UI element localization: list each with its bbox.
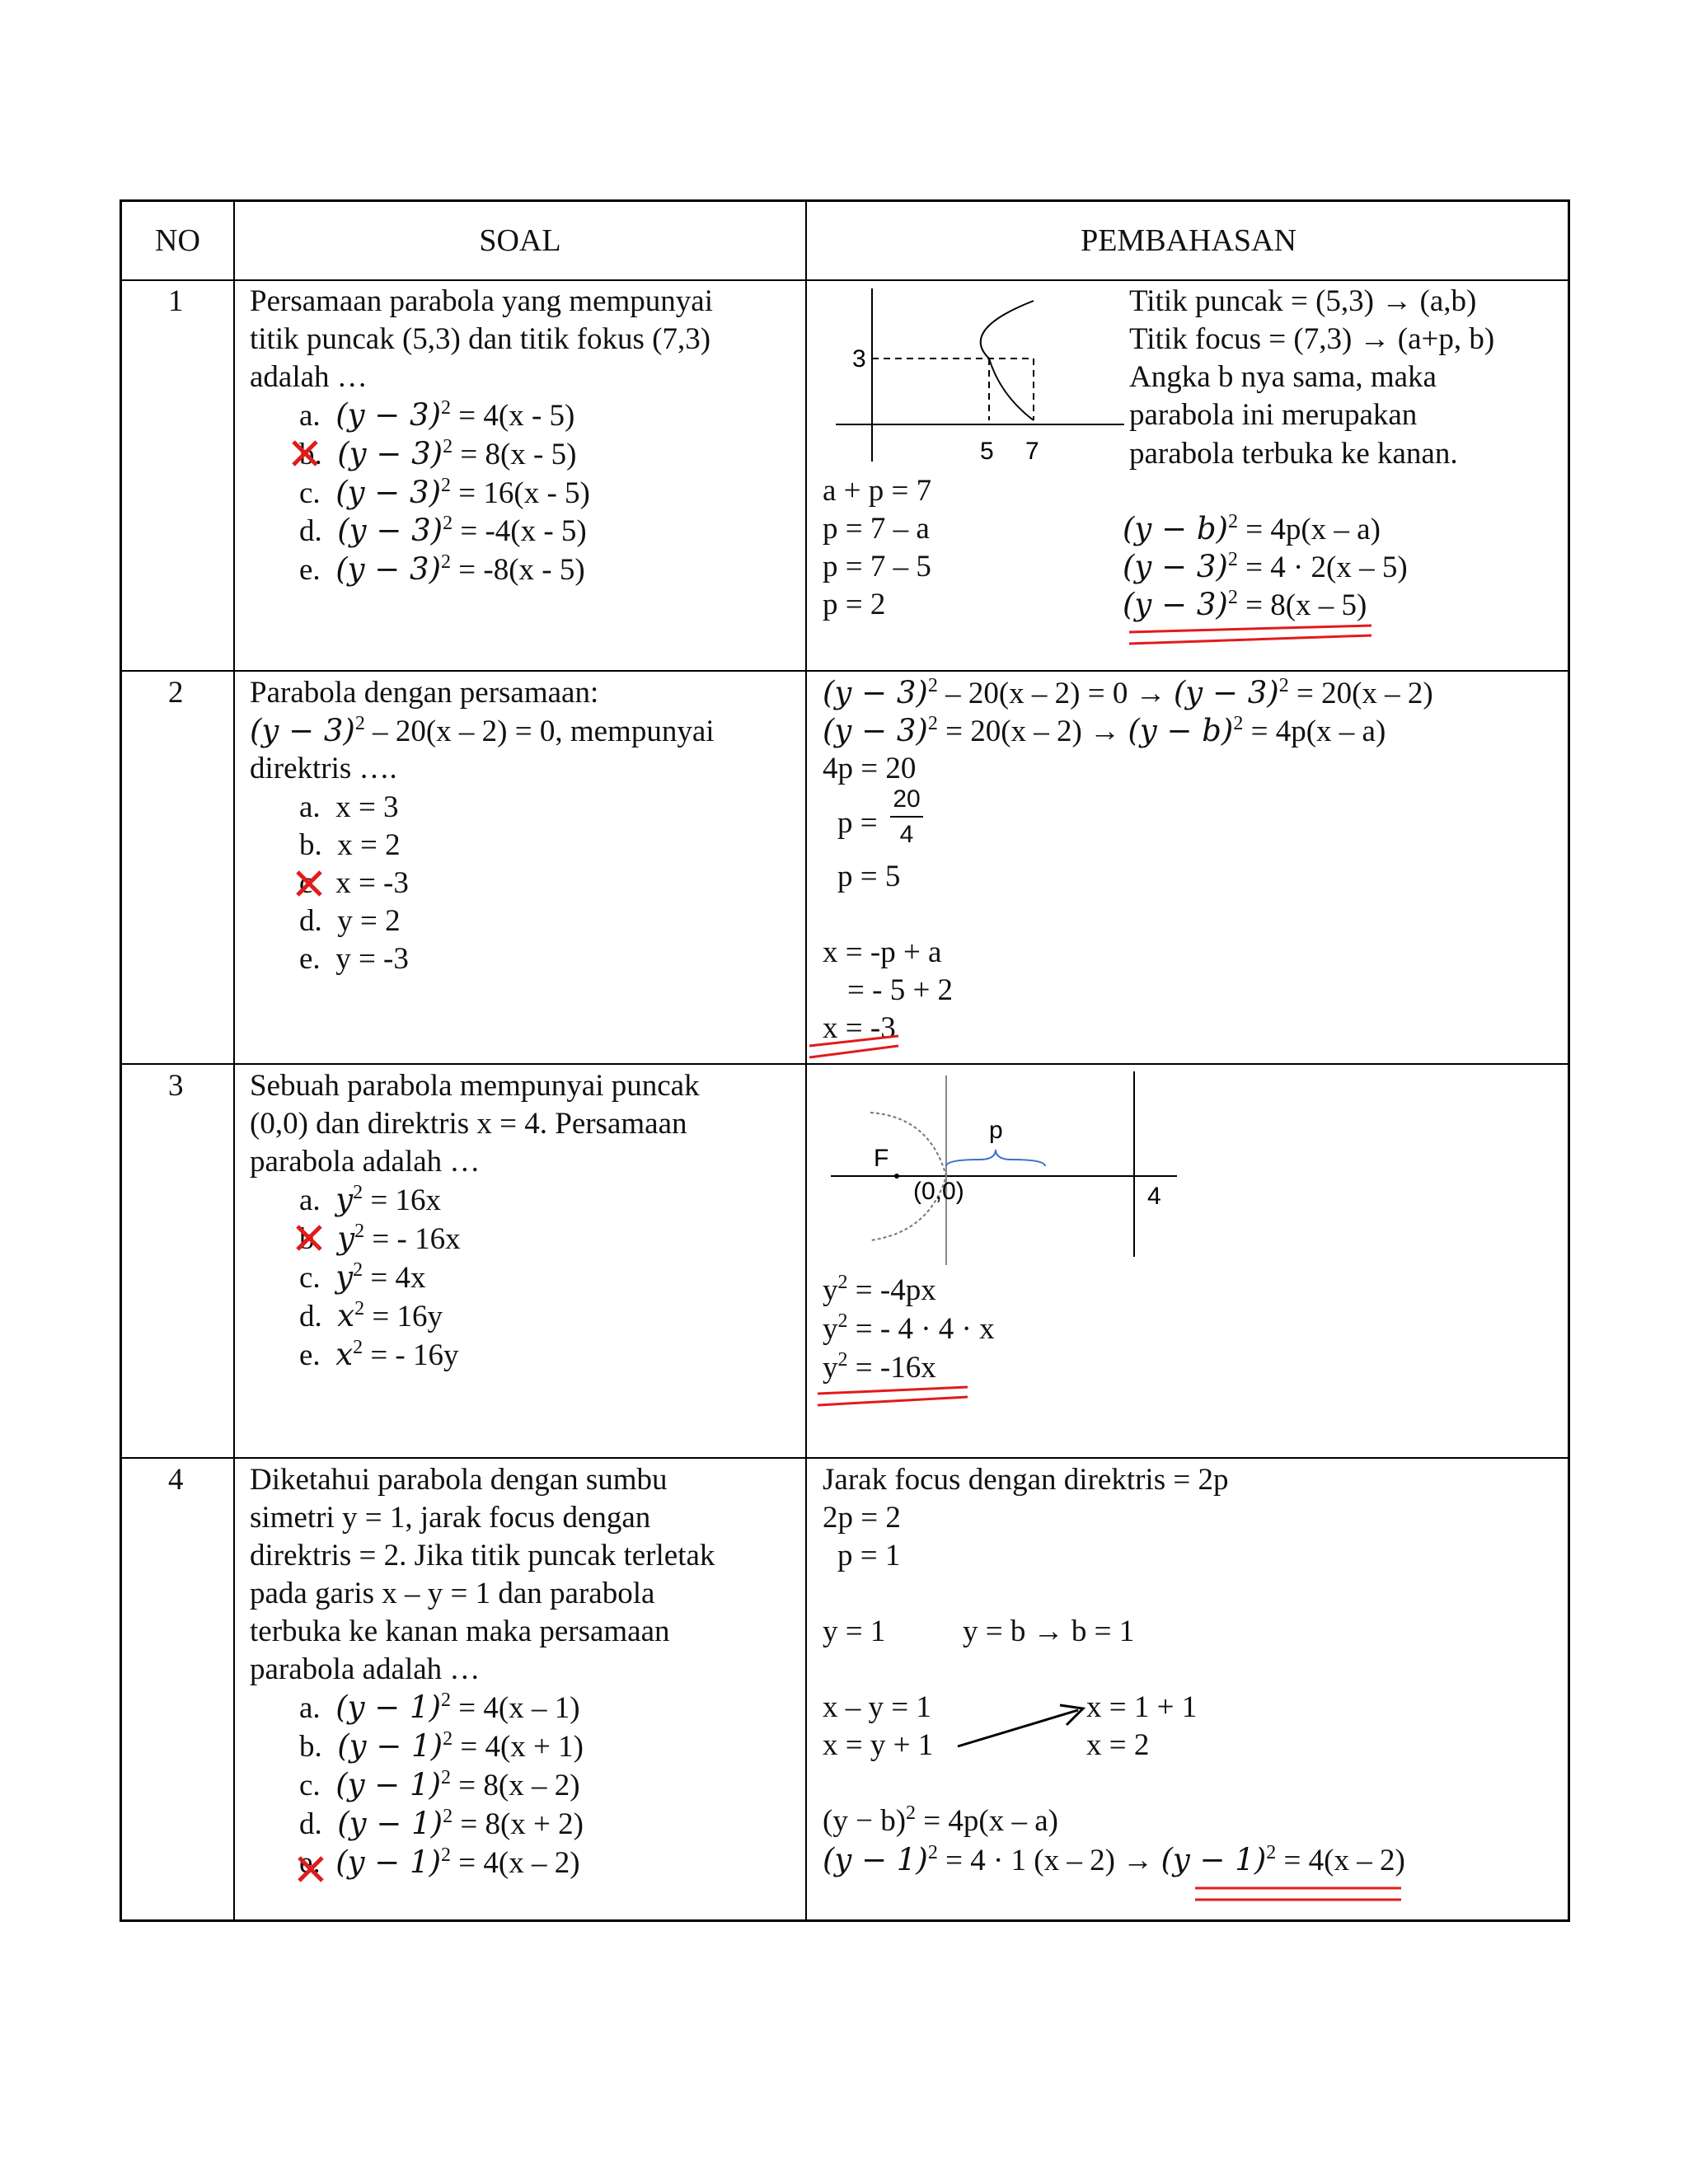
- final-answer: $(y - 3)^2 = 8(x - 5)$: [1123, 587, 1367, 622]
- graph-x-label: 5: [980, 438, 994, 465]
- question-line: simetri y = 1, jarak focus dengan: [250, 1501, 651, 1535]
- question-line: parabola adalah …: [250, 1145, 481, 1179]
- step-line: x = 1 + 1: [1086, 1690, 1198, 1724]
- note-line: Titik puncak = (5,3) → (a,b): [1129, 284, 1477, 318]
- option-b: b. $y^2$ = - 16x: [299, 1221, 461, 1256]
- step-line: 2p = 2: [823, 1501, 901, 1535]
- answer-underline: [814, 1382, 979, 1412]
- question-line: Sebuah parabola mempunyai puncak: [250, 1069, 700, 1103]
- step-line: $(y - 3)^2 = 4 \cdot 2(x - 5)$: [1123, 549, 1408, 584]
- step-line: x – y = 1: [823, 1690, 931, 1724]
- option-a: a. $(y - 3)^2 = 4(x - 5)$: [299, 397, 575, 433]
- question-line: direktris ….: [250, 752, 397, 785]
- fraction: [890, 787, 923, 847]
- note-line: parabola ini merupakan: [1129, 398, 1418, 432]
- final-answer: $y^2 = -16x$: [823, 1349, 936, 1385]
- step-line: x = y + 1: [823, 1728, 934, 1762]
- option-d: d. $x^2 = 16y$: [299, 1298, 443, 1333]
- step-line: p = 1: [837, 1539, 901, 1572]
- question-line: $(y - 3)^2 - 20(x - 2) = 0$, mempunyai: [250, 713, 715, 748]
- step-line: p = 7 – a: [823, 512, 930, 546]
- question-line: Persamaan parabola yang mempunyai: [250, 284, 713, 318]
- answer-cross-icon: [295, 869, 323, 898]
- option-b: b. $(y - 1)^2 = 4(x + 1)$: [299, 1728, 584, 1764]
- step-line: 4p = 20: [823, 752, 917, 785]
- column-divider: [233, 202, 235, 1919]
- step-line: = - 5 + 2: [847, 973, 954, 1007]
- step-line: $(y - 1)^2 = 4 \cdot 1$ $(x - 2) \to (y - 1)^2 = 4(x - 2)$: [823, 1842, 1405, 1877]
- fraction-bar: [890, 816, 923, 818]
- option-b: b. x = 2: [299, 828, 401, 862]
- step-line: p = 7 – 5: [823, 550, 931, 583]
- question-line: direktris = 2. Jika titik puncak terletak: [250, 1539, 715, 1572]
- option-c: c. $y^2 = 4x$: [299, 1259, 426, 1295]
- note-line: Angka b nya sama, maka: [1129, 360, 1437, 394]
- option-c: c. $(y - 3)^2 = 16(x - 5)$: [299, 475, 590, 510]
- step-line: p = 5: [837, 860, 901, 893]
- step-line: $(y - b)^2 = 4p(x - a)$: [1123, 511, 1381, 546]
- answer-cross-icon: [295, 1224, 323, 1252]
- step-line: p = 2: [823, 588, 886, 621]
- option-a: a. x = 3: [299, 790, 399, 824]
- graph-p-label: p: [989, 1117, 1003, 1144]
- fraction-numerator: 20: [893, 785, 921, 813]
- question-line: parabola adalah …: [250, 1652, 481, 1686]
- step-line: x = -p + a: [823, 935, 942, 969]
- option-a: a. $(y - 1)^2 = 4(x - 1)$: [299, 1690, 580, 1725]
- question-line: (0,0) dan direktris x = 4. Persamaan: [250, 1107, 687, 1141]
- graph-directrix-label: 4: [1147, 1183, 1161, 1210]
- step-line: y = b → b = 1: [963, 1615, 1135, 1648]
- row-divider: [122, 279, 1568, 281]
- question-line: adalah …: [250, 360, 368, 394]
- fraction-denominator: 4: [899, 821, 914, 848]
- step-line: x = 2: [1086, 1728, 1150, 1762]
- question-line: Parabola dengan persamaan:: [250, 676, 599, 710]
- graph-origin-label: (0,0): [913, 1178, 964, 1205]
- step-line: $(y - b)^2 = 4p(x - a)$: [823, 1802, 1058, 1838]
- question-line: titik puncak (5,3) dan titik fokus (7,3): [250, 322, 711, 356]
- arrow-icon: [954, 1702, 1095, 1751]
- graph-focus-label: F: [874, 1145, 889, 1172]
- step-line: p =: [837, 806, 878, 840]
- row-divider: [122, 670, 1568, 672]
- row-number: 4: [168, 1463, 184, 1497]
- step-line: $y^2 = -4px$: [823, 1272, 936, 1307]
- answer-underline: [806, 1031, 905, 1064]
- option-d: d. y = 2: [299, 904, 401, 938]
- row-number: 3: [168, 1069, 184, 1103]
- option-d: d. $(y - 1)^2 = 8(x + 2)$: [299, 1806, 584, 1841]
- option-d: d. $(y - 3)^2 = -4(x - 5)$: [299, 513, 587, 548]
- step-line: y = 1: [823, 1615, 886, 1648]
- graph-x-label: 7: [1025, 438, 1039, 465]
- row-divider: [122, 1457, 1568, 1459]
- parabola-graph: [831, 1067, 1210, 1265]
- answer-underline: [1193, 1883, 1408, 1908]
- option-b: b. $(y - 3)^2 = 8(x - 5)$: [299, 436, 577, 471]
- answer-underline: [1128, 622, 1375, 647]
- question-line: pada garis x – y = 1 dan parabola: [250, 1577, 655, 1610]
- row-number: 1: [168, 284, 184, 318]
- option-e: e. $x^2$ = - 16y: [299, 1337, 459, 1372]
- answer-table: [120, 199, 1570, 1922]
- answer-cross-icon: [297, 1855, 325, 1883]
- option-a: a. $y^2 = 16x$: [299, 1182, 441, 1217]
- step-line: Jarak focus dengan direktris = 2p: [823, 1463, 1229, 1497]
- note-line: Titik focus = (7,3) → (a+p, b): [1129, 322, 1495, 356]
- step-line: $y^2$ = - 4 · 4 · x: [823, 1310, 995, 1346]
- option-c: c. $(y - 1)^2 = 8(x - 2)$: [299, 1767, 580, 1802]
- header-pembahasan: PEMBAHASAN: [1081, 223, 1296, 258]
- step-line: $(y - 3)^2 = 20(x - 2) \to (y - b)^2 = 4p(x - a)$: [823, 713, 1386, 748]
- final-answer: x = -3: [823, 1011, 896, 1045]
- option-e: e. $(y - 1)^2 = 4(x - 2)$: [299, 1844, 580, 1880]
- header-soal: SOAL: [479, 223, 561, 258]
- question-line: terbuka ke kanan maka persamaan: [250, 1615, 670, 1648]
- option-c: c. x = -3: [299, 866, 409, 900]
- option-e: e. y = -3: [299, 942, 409, 976]
- question-line: Diketahui parabola dengan sumbu: [250, 1463, 668, 1497]
- header-no: NO: [155, 223, 200, 258]
- answer-cross-icon: [291, 439, 319, 467]
- note-line: parabola terbuka ke kanan.: [1129, 437, 1458, 471]
- step-line: a + p = 7: [823, 474, 932, 508]
- step-line: $(y - 3)^2 - 20(x - 2) = 0 \to (y - 3)^2 = 20(x - 2)$: [823, 675, 1433, 710]
- row-number: 2: [168, 676, 184, 710]
- parabola-graph: [836, 284, 1132, 474]
- option-e: e. $(y - 3)^2 = -8(x - 5)$: [299, 551, 585, 587]
- graph-y-label: 3: [852, 345, 866, 373]
